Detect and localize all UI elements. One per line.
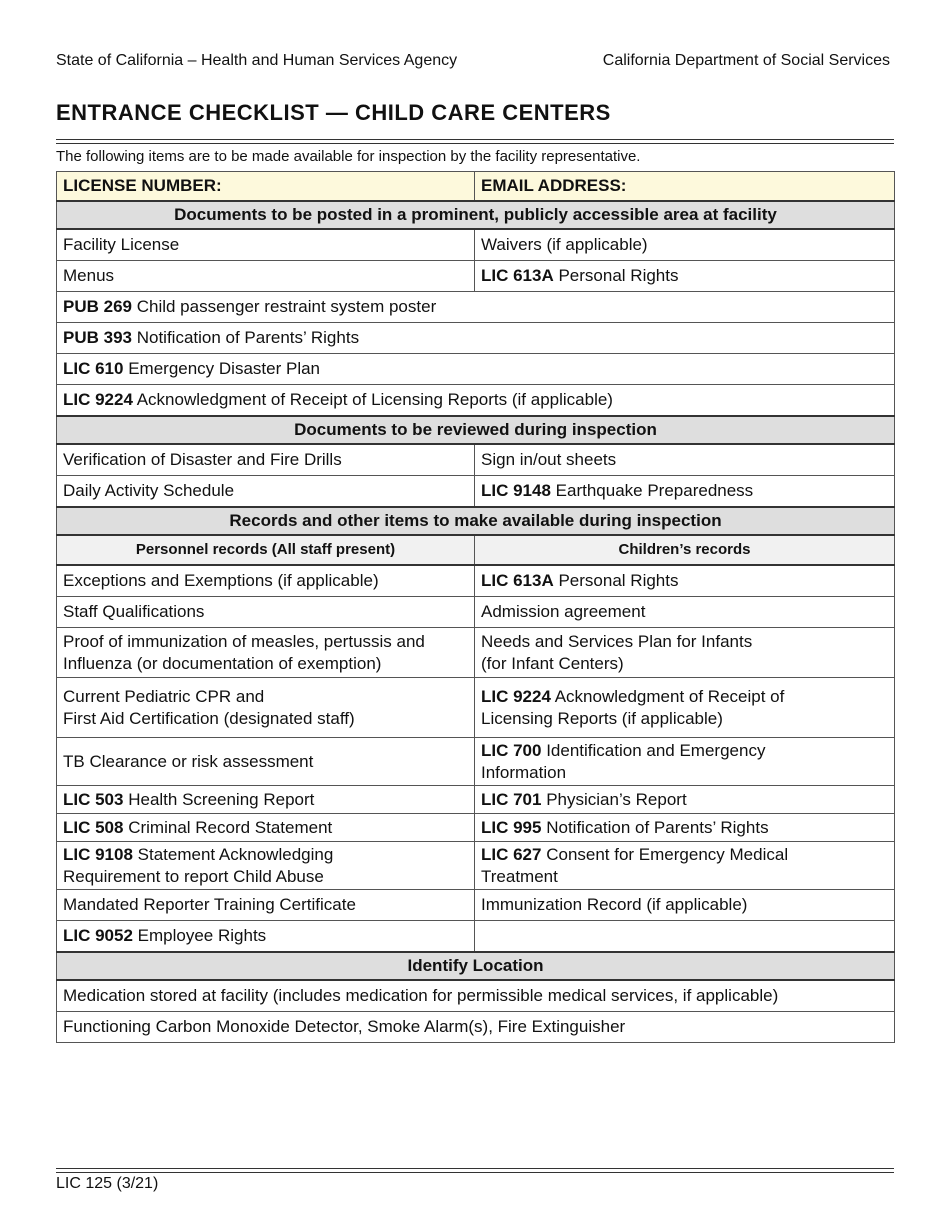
item-sign-sheets: Sign in/out sheets: [475, 444, 895, 476]
form-number-footer: LIC 125 (3/21): [56, 1175, 159, 1192]
item-pub269: [57, 292, 895, 323]
item-tb-clearance: TB Clearance or risk assessment: [57, 738, 475, 786]
form-code: LIC 613A: [481, 266, 554, 285]
form-code: PUB 393: [63, 328, 132, 347]
footer-divider: [56, 1168, 894, 1173]
item-lic627: [475, 842, 895, 890]
form-code: LIC 9224: [481, 686, 551, 706]
item-text: Personal Rights: [553, 571, 679, 590]
email-address-field[interactable]: EMAIL ADDRESS:: [475, 172, 895, 202]
item-pub393: [57, 323, 895, 354]
section-heading: Documents to be posted in a prominent, publicly accessible area at facility: [57, 201, 895, 229]
item-facility-license: Facility License: [57, 229, 475, 261]
checklist-table: [56, 171, 895, 1043]
table-row: [57, 323, 895, 354]
item-text-line-2: Licensing Reports (if applicable): [481, 708, 723, 728]
section-reviewed-documents: [57, 416, 895, 444]
item-text-line-1: Proof of immunization of measles, pertussis and: [63, 631, 425, 651]
item-waivers: Waivers (if applicable): [475, 229, 895, 261]
table-row: [57, 890, 895, 921]
item-lic613a-children: [475, 565, 895, 597]
item-lic700: [475, 738, 895, 786]
item-text-line-1: Needs and Services Plan for Infants: [481, 631, 753, 651]
table-row: [57, 786, 895, 814]
item-lic9224-children: [475, 678, 895, 738]
item-lic610: [57, 354, 895, 385]
section-heading: Identify Location: [57, 952, 895, 980]
item-text-line-2: Information: [481, 762, 567, 782]
table-row: [57, 444, 895, 476]
intro-text: The following items are to be made available for inspection by the facility representative.: [56, 148, 641, 165]
item-lic995: [475, 814, 895, 842]
empty-cell: [475, 921, 895, 953]
childrens-records-heading: Children’s records: [475, 535, 895, 565]
item-text-line-2: First Aid Certification (designated staff): [63, 708, 355, 728]
section-identify-location: [57, 952, 895, 980]
form-code: LIC 701: [481, 789, 542, 809]
item-text: Emergency Disaster Plan: [123, 359, 321, 378]
item-medication-location: Medication stored at facility (includes medication for permissible medical services, if applicable): [57, 980, 895, 1012]
table-row: [57, 678, 895, 738]
agency-header: State of California – Health and Human Services Agency: [56, 52, 458, 69]
item-text: Physician’s Report: [541, 789, 687, 809]
item-immunization-proof: [57, 628, 475, 678]
personnel-records-heading: Personnel records (All staff present): [57, 535, 475, 565]
item-lic9224-posted: [57, 385, 895, 417]
form-code: PUB 269: [63, 297, 132, 316]
form-code: LIC 700: [481, 740, 542, 760]
item-text-line-2: (for Infant Centers): [481, 653, 624, 673]
table-row: [57, 1012, 895, 1043]
item-menus: Menus: [57, 261, 475, 292]
item-mandated-reporter: Mandated Reporter Training Certificate: [57, 890, 475, 921]
table-row: [57, 354, 895, 385]
item-lic508: [57, 814, 475, 842]
form-code: LIC 995: [481, 817, 542, 837]
item-immunization-record: Immunization Record (if applicable): [475, 890, 895, 921]
section-heading: Records and other items to make available during inspection: [57, 507, 895, 535]
table-row: [57, 842, 895, 890]
item-lic9052: [57, 921, 475, 953]
table-row: [57, 814, 895, 842]
item-text-line-2: Treatment: [481, 866, 558, 886]
item-text-line-1: Current Pediatric CPR and: [63, 686, 265, 706]
item-staff-qualifications: Staff Qualifications: [57, 597, 475, 628]
item-text: Earthquake Preparedness: [550, 481, 754, 500]
item-text: Personal Rights: [553, 266, 679, 285]
license-number-field[interactable]: LICENSE NUMBER:: [57, 172, 475, 202]
item-text: Criminal Record Statement: [123, 817, 333, 837]
item-text-line-1: Consent for Emergency Medical: [541, 844, 789, 864]
item-text: Notification of Parents’ Rights: [131, 328, 360, 347]
item-text: Employee Rights: [132, 926, 267, 945]
section-records: [57, 507, 895, 535]
item-drills: Verification of Disaster and Fire Drills: [57, 444, 475, 476]
page-title: ENTRANCE CHECKLIST — CHILD CARE CENTERS: [56, 100, 611, 125]
item-lic503: [57, 786, 475, 814]
item-text-line-2: Requirement to report Child Abuse: [63, 866, 324, 886]
table-row: [57, 628, 895, 678]
form-code: LIC 627: [481, 844, 542, 864]
item-exceptions: Exceptions and Exemptions (if applicable): [57, 565, 475, 597]
item-admission-agreement: Admission agreement: [475, 597, 895, 628]
form-code: LIC 503: [63, 789, 124, 809]
item-text: Acknowledgment of Receipt of Licensing Reports (if applicable): [132, 390, 613, 409]
item-lic701: [475, 786, 895, 814]
table-row: [57, 738, 895, 786]
form-code: LIC 9108: [63, 844, 133, 864]
records-subheading-row: [57, 535, 895, 565]
form-code: LIC 9052: [63, 926, 133, 945]
table-row: [57, 385, 895, 417]
item-text: Child passenger restraint system poster: [131, 297, 437, 316]
item-detectors-location: Functioning Carbon Monoxide Detector, Smoke Alarm(s), Fire Extinguisher: [57, 1012, 895, 1043]
item-needs-services-plan: [475, 628, 895, 678]
table-row: [57, 921, 895, 953]
item-lic613a-posted: [475, 261, 895, 292]
section-heading: Documents to be reviewed during inspection: [57, 416, 895, 444]
item-text-line-1: Identification and Emergency: [541, 740, 766, 760]
department-header: California Department of Social Services: [602, 52, 890, 69]
table-row: [57, 980, 895, 1012]
item-cpr-certification: [57, 678, 475, 738]
item-daily-schedule: Daily Activity Schedule: [57, 476, 475, 508]
form-code: LIC 508: [63, 817, 124, 837]
form-code: LIC 610: [63, 359, 124, 378]
item-text-line-1: Statement Acknowledging: [132, 844, 334, 864]
table-row: [57, 597, 895, 628]
title-divider: [56, 139, 894, 144]
form-code: LIC 9148: [481, 481, 551, 500]
item-text-line-2: Influenza (or documentation of exemption): [63, 653, 382, 673]
form-code: LIC 9224: [63, 390, 133, 409]
table-row: [57, 565, 895, 597]
section-posted-documents: [57, 201, 895, 229]
table-row: [57, 261, 895, 292]
item-text-line-1: Acknowledgment of Receipt of: [550, 686, 785, 706]
table-row: [57, 229, 895, 261]
item-lic9148: [475, 476, 895, 508]
item-text: Notification of Parents’ Rights: [541, 817, 769, 837]
license-email-row: [57, 172, 895, 202]
table-row: [57, 476, 895, 508]
item-lic9108: [57, 842, 475, 890]
table-row: [57, 292, 895, 323]
form-code: LIC 613A: [481, 571, 554, 590]
item-text: Health Screening Report: [123, 789, 315, 809]
